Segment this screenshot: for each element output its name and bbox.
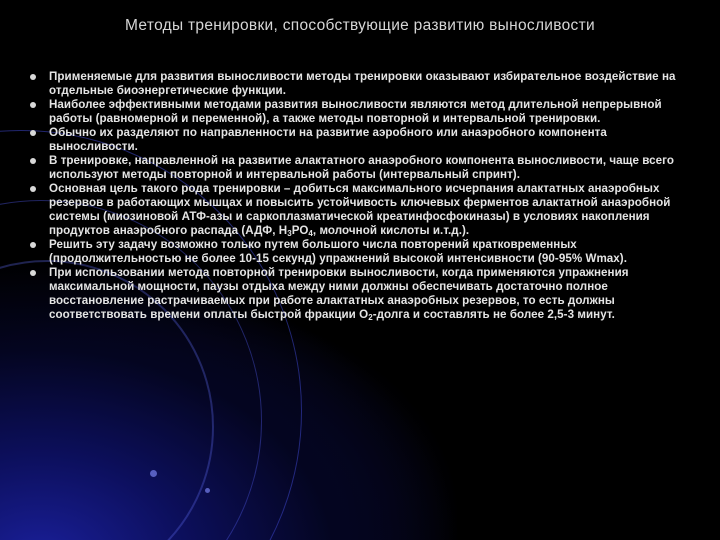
bullet-item xyxy=(30,182,695,238)
bullet-item xyxy=(30,126,695,154)
background-dot xyxy=(150,470,157,477)
text-run: РО xyxy=(291,224,309,237)
subscript: 4 xyxy=(308,229,313,238)
bullet-item xyxy=(30,238,695,266)
subscript: 3 xyxy=(287,229,292,238)
bullet-item xyxy=(30,98,695,126)
bullet-dot-icon xyxy=(30,74,36,80)
bullet-item xyxy=(30,154,695,182)
bullet-text xyxy=(49,126,607,153)
text-run: Основная цель такого рода тренировки – добиться максимального исчерпания алактатных анаэробных резервов в работающих мышцах и повысить устойчивость ключевых ферментов алактатной анаэробной системы (миозиновой АТФ-азы и саркоплазматической креатинфосфокиназы) в условиях накопления продуктов анаэробного распада (АДФ, Н xyxy=(49,182,671,237)
subscript: 2 xyxy=(368,313,373,322)
background-dot xyxy=(205,488,210,493)
slide-title: Методы тренировки, способствующие развитию выносливости xyxy=(125,17,595,34)
text-run: Применяемые для развития выносливости методы тренировки оказывают избирательное воздействие на отдельные биоэнергетические функции. xyxy=(49,70,676,97)
text-run: При использовании метода повторной тренировки выносливости, когда применяются упражнения максимальной мощности, паузы отдыха между ними должны обеспечивать достаточно полное восстановление растрачиваемых при работе алактатных анаэробных резервов, то есть должны соответствовать времени оплаты быстрой фракции О xyxy=(49,266,629,321)
bullet-dot-icon xyxy=(30,270,36,276)
text-run: , молочной кислоты и.т.д.). xyxy=(312,224,470,237)
bullet-text xyxy=(49,182,670,237)
bullet-dot-icon xyxy=(30,102,36,108)
bullet-text xyxy=(49,70,676,97)
bullet-list xyxy=(30,70,695,322)
bullet-text xyxy=(49,238,627,265)
text-run: Наиболее эффективными методами развития выносливости являются метод длительной непрерывной работы (равномерной и переменной), а также методы повторной и интервальной тренировки. xyxy=(49,98,662,125)
text-run: Обычно их разделяют по направленности на развитие аэробного или анаэробного компонента выносливости. xyxy=(49,126,607,153)
bullet-dot-icon xyxy=(30,130,36,136)
bullet-text xyxy=(49,98,662,125)
bullet-text xyxy=(49,266,629,321)
bullet-text xyxy=(49,154,674,181)
text-run: Решить эту задачу возможно только путем большого числа повторений кратковременных (продолжительностью не более 10-15 секунд) упражнений высокой интенсивности (90-95% Wmax). xyxy=(49,238,627,265)
bullet-item xyxy=(30,266,695,322)
text-run: -долга и составлять не более 2,5-3 минут. xyxy=(372,308,615,321)
text-run: В тренировке, направленной на развитие алактатного анаэробного компонента выносливости, чаще всего используют методы повторной и интервальной работы (интервальный спринт). xyxy=(49,154,674,181)
bullet-dot-icon xyxy=(30,158,36,164)
bullet-dot-icon xyxy=(30,186,36,192)
bullet-item xyxy=(30,70,695,98)
bullet-dot-icon xyxy=(30,242,36,248)
